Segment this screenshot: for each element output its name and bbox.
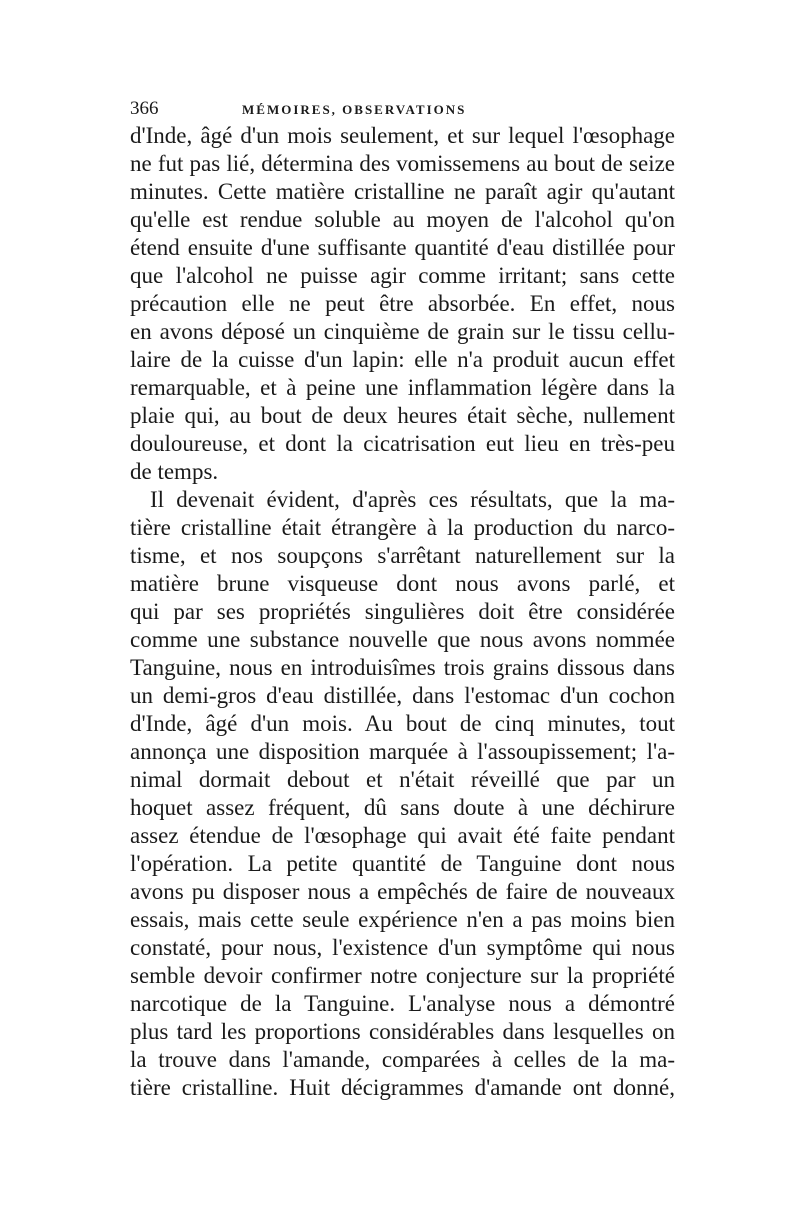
text-line: d'Inde, âgé d'un mois seulement, et sur lequel l'œsophage [130,123,675,148]
text-line: matière brune visqueuse dont nous avons parlé, et [130,571,675,596]
text-line: constaté, pour nous, l'existence d'un symptôme qui nous [130,935,675,960]
book-page [130,92,675,1102]
text-line: minutes. Cette matière cristalline ne paraît agir qu'autant [130,179,675,204]
text-line: d'Inde, âgé d'un mois. Au bout de cinq minutes, tout [130,711,675,736]
text-line: que l'alcohol ne puisse agir comme irritant; sans cette [130,263,675,288]
text-line: hoquet assez fréquent, dû sans doute à une déchirure [130,795,675,820]
text-line: un demi-gros d'eau distillée, dans l'estomac d'un cochon [130,683,675,708]
text-line: ne fut pas lié, détermina des vomissemens au bout de seize [130,151,675,176]
text-line: en avons déposé un cinquième de grain sur le tissu cellu- [130,319,675,344]
text-line: plus tard les proportions considérables dans lesquelles on [130,1019,675,1044]
text-line: douloureuse, et dont la cicatrisation eut lieu en très-peu [130,431,675,456]
text-line: semble devoir confirmer notre conjecture sur la propriété [130,963,675,988]
text-line: de temps. [130,459,219,484]
text-line: la trouve dans l'amande, comparées à celles de la ma- [130,1047,675,1072]
text-line: plaie qui, au bout de deux heures était sèche, nullement [130,403,675,428]
paragraph-2 [130,486,675,1102]
text-line: tisme, et nos soupçons s'arrêtant naturellement sur la [130,543,675,568]
text-line: qui par ses propriétés singulières doit être considérée [130,599,675,624]
text-line: annonça une disposition marquée à l'assoupissement; l'a- [130,739,675,764]
running-head: MÉMOIRES, OBSERVATIONS [242,102,467,117]
text-line: l'opération. La petite quantité de Tanguine dont nous [130,851,675,876]
text-line: laire de la cuisse d'un lapin: elle n'a produit aucun effet [130,347,675,372]
text-line: nimal dormait debout et n'était réveillé que par un [130,767,675,792]
text-line: remarquable, et à peine une inflammation légère dans la [130,375,675,400]
text-line: tière cristalline. Huit décigrammes d'amande ont donné, [130,1075,675,1100]
text-line: comme une substance nouvelle que nous avons nommée [130,627,675,652]
text-line: étend ensuite d'une suffisante quantité d'eau distillée pour [130,235,675,260]
text-line: Tanguine, nous en introduisîmes trois grains dissous dans [130,655,675,680]
text-line: tière cristalline était étrangère à la production du narco- [130,515,675,540]
page-header [130,92,675,122]
text-line: avons pu disposer nous a empêchés de faire de nouveaux [130,879,675,904]
text-line: narcotique de la Tanguine. L'analyse nous a démontré [130,991,675,1016]
text-line: Il devenait évident, d'après ces résultats, que la ma- [150,487,675,512]
text-line: assez étendue de l'œsophage qui avait été faite pendant [130,823,675,848]
page-number: 366 [130,98,159,119]
paragraph-1 [130,122,675,486]
text-line: essais, mais cette seule expérience n'en a pas moins bien [130,907,675,932]
text-line: qu'elle est rendue soluble au moyen de l'alcohol qu'on [130,207,675,232]
text-line: précaution elle ne peut être absorbée. En effet, nous [130,291,675,316]
